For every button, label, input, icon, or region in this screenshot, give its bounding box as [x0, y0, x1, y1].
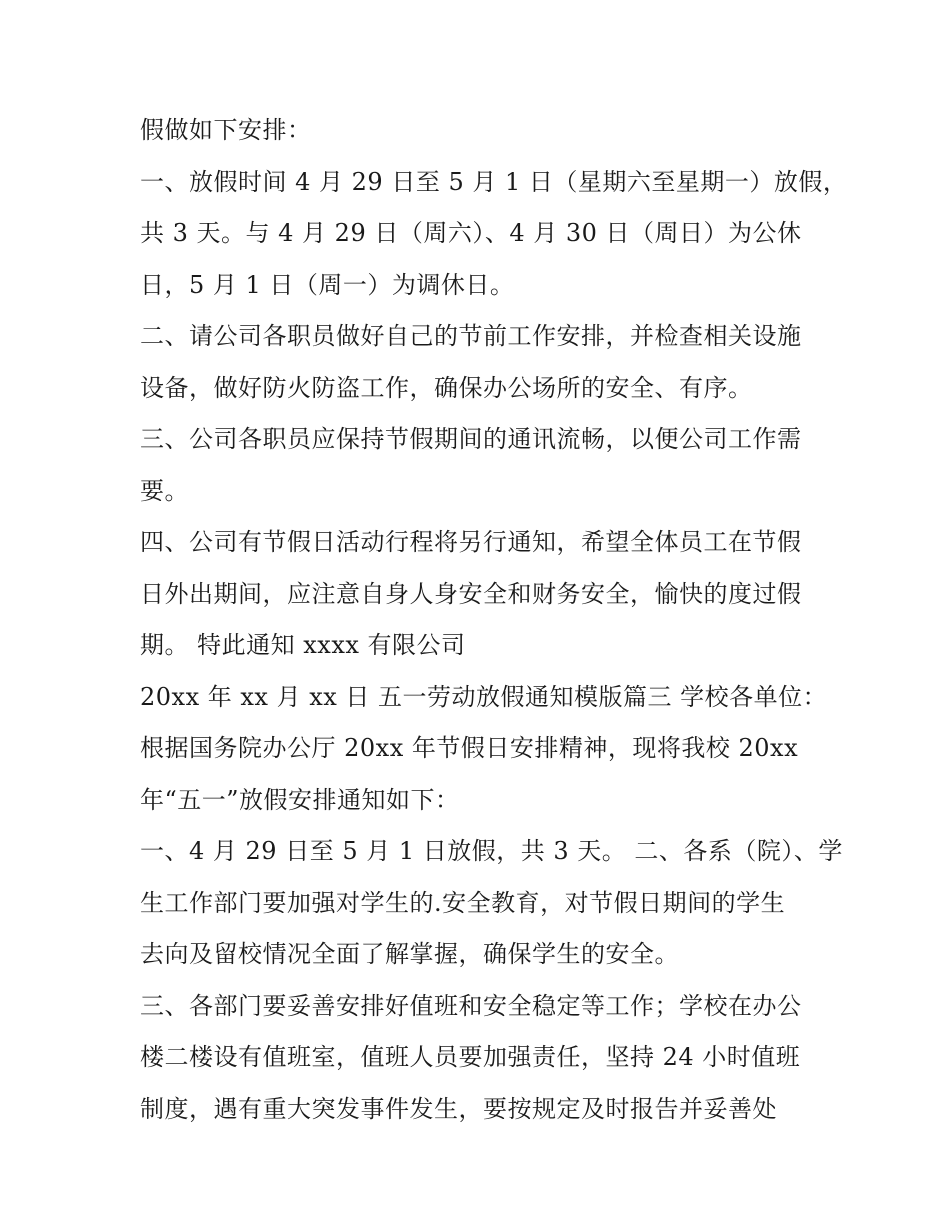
text-line: 三、公司各职员应保持节假期间的通讯流畅，以便公司工作需	[140, 425, 802, 453]
text-line: 假做如下安排：	[140, 116, 312, 144]
text-line: 一、放假时间 4 月 29 日至 5 月 1 日（星期六至星期一）放假，	[140, 167, 848, 196]
text-line: 年“五一”放假安排通知如下：	[140, 785, 460, 814]
text-line: 日外出期间，应注意自身人身安全和财务安全，愉快的度过假	[140, 579, 802, 608]
text-line: 生工作部门要加强对学生的.安全教育，对节假日期间的学生	[140, 888, 786, 917]
text-line: 共 3 天。与 4 月 29 日（周六）、4 月 30 日（周日）为公休	[140, 219, 802, 247]
text-line: 制度，遇有重大突发事件发生，要按规定及时报告并妥善处	[140, 1094, 777, 1123]
text-line: 日，5 月 1 日（周一）为调休日。	[140, 270, 515, 299]
document-body	[140, 105, 848, 1135]
text-line: 二、请公司各职员做好自己的节前工作安排，并检查相关设施	[140, 322, 802, 350]
text-line: 20xx 年 xx 月 xx 日 五一劳动放假通知模版篇三 学校各单位：	[140, 682, 828, 711]
text-line: 根据国务院办公厅 20xx 年节假日安排精神，现将我校 20xx	[140, 734, 799, 762]
text-line: 要。	[140, 476, 189, 505]
text-line: 期。 特此通知 xxxx 有限公司	[140, 631, 466, 659]
text-line: 三、各部门要妥善安排好值班和安全稳定等工作；学校在办公	[140, 991, 802, 1020]
text-line: 一、4 月 29 日至 5 月 1 日放假，共 3 天。 二、各系（院）、学	[140, 837, 843, 865]
text-line: 设备，做好防火防盗工作，确保办公场所的安全、有序。	[140, 373, 753, 402]
text-line: 楼二楼设有值班室，值班人员要加强责任，坚持 24 小时值班	[140, 1043, 801, 1071]
text-line: 四、公司有节假日活动行程将另行通知，希望全体员工在节假	[140, 528, 802, 556]
text-line: 去向及留校情况全面了解掌握，确保学生的安全。	[140, 940, 679, 968]
